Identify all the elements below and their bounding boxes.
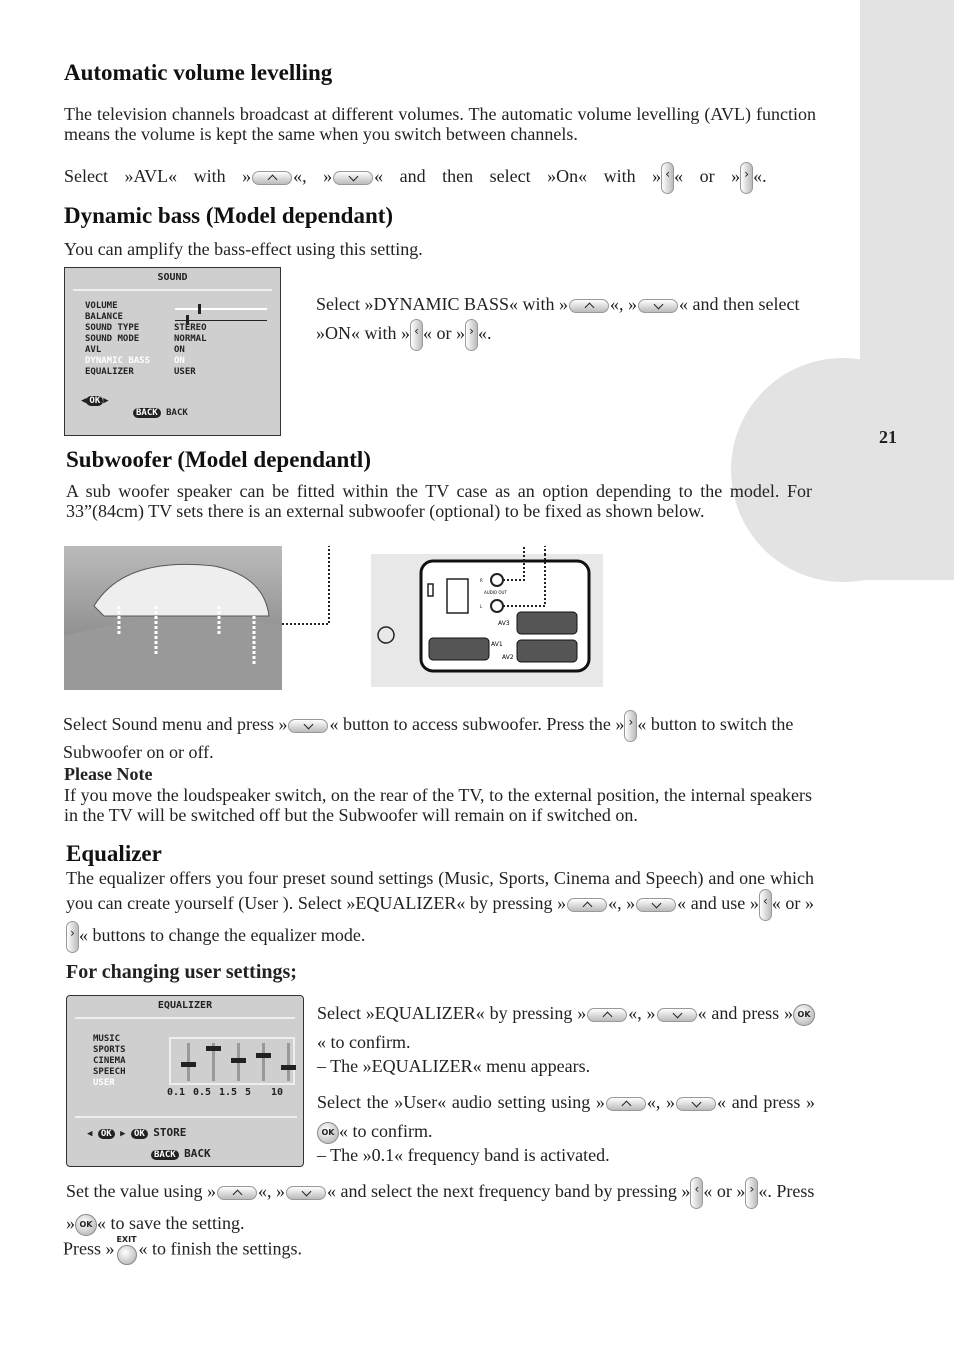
up-button-icon [567,898,607,912]
page-tab-circle [731,358,954,582]
eq-band-track [287,1043,290,1081]
note-heading: Please Note [64,764,153,784]
subwoofer-heading: Subwoofer (Model dependantl) [66,447,371,472]
avl-para: The television channels broadcast at different volumes. The automatic volume levelling (AVL) function means the volume is kept the same when you switch between channels. [64,104,816,144]
equalizer-step-2: Select the »User« audio setting using » «, » « and press »OK « to confirm. – The »0.1« frequency band is activated. [317,1092,815,1165]
equalizer-para: The equalizer offers you four preset sound settings (Music, Sports, Cinema and Speech) and one which you can create yourself (User ). Select »EQUALIZER« by pressing » «, » « and use » ‹ « or »› « buttons to change the equalizer mode. [66,868,814,953]
ok-key-icon: OK [131,1129,148,1139]
down-button-icon [286,1186,326,1200]
menu-value: ON [174,345,185,355]
eq-band-label: 1.5 [219,1087,238,1098]
dynamic-bass-heading: Dynamic bass (Model dependant) [64,203,394,228]
avl-heading: Automatic volume levelling [64,60,333,85]
up-button-icon [217,1186,257,1200]
menu-item-selected: USER [93,1078,115,1088]
menu-value: ON [174,356,185,366]
menu-title: SOUND [157,272,188,283]
back-key-icon: BACK [151,1150,179,1160]
subwoofer-illustration [64,546,604,690]
back-label: BACK [166,408,188,418]
equalizer-step-4: Press » EXIT « to finish the settings. [63,1235,302,1266]
balance-slider [175,320,267,321]
r-label: R [480,578,483,583]
ok-button-icon: OK [793,1004,815,1026]
store-label: STORE [153,1126,187,1139]
menu-value: USER [174,367,196,377]
menu-item: SPEECH [93,1067,126,1077]
eq-band-slider [206,1046,221,1051]
menu-title: EQUALIZER [157,1000,213,1011]
av1-label: AV1 [491,641,503,648]
exit-button-icon: EXIT [116,1235,137,1244]
menu-item: CINEMA [93,1056,126,1066]
volume-slider [175,308,267,310]
right-button-icon: › [66,921,79,953]
down-button-icon [636,898,676,912]
page-number: 21 [879,427,897,447]
menu-item: BALANCE [85,312,123,322]
av2-label: AV2 [502,654,514,661]
left-button-icon: ‹ [661,162,674,194]
menu-item: MUSIC [93,1034,121,1044]
dynamic-bass-intro: You can amplify the bass-effect using this setting. [64,239,423,259]
right-button-icon: › [465,319,478,351]
left-button-icon: ‹ [410,319,423,351]
left-button-icon: ‹ [759,889,772,921]
ok-button-icon: OK [75,1214,97,1236]
up-button-icon [569,299,609,313]
up-button-icon [252,171,292,185]
dynamic-bass-instruction: Select »DYNAMIC BASS« with » «, » « and then select »ON« with » ‹ « or » › «. [316,290,813,351]
eq-band-slider [256,1053,271,1058]
avl-instruction: Select »AVL« with » «, » « and then select »On« with » ‹ « or » › «. [64,162,816,194]
exit-button [115,1235,139,1266]
eq-band-label: 5 [245,1087,252,1098]
down-button-icon [638,299,678,313]
ok-key-icon: OK [86,396,103,406]
equalizer-step-3: Set the value using » «, » « and select the next frequency band by pressing » ‹ « or » › «. Press » OK « to save the setting. [66,1177,818,1238]
down-button-icon [333,171,373,185]
audio-out-label: AUDIO OUT [484,590,507,595]
right-button-icon: › [745,1177,758,1209]
up-button-icon [606,1097,646,1111]
back-label: BACK [184,1147,211,1160]
down-button-icon [676,1097,716,1111]
eq-band-label: 0.1 [167,1087,186,1098]
eq-band-slider [231,1058,246,1063]
down-button-icon [288,719,328,733]
equalizer-bands [169,1037,295,1085]
menu-item: SOUND MODE [85,334,140,344]
back-key-icon: BACK [133,408,161,418]
user-settings-heading: For changing user settings; [66,961,297,983]
up-button-icon [587,1008,627,1022]
right-button-icon: › [740,162,753,194]
menu-value: STEREO [174,323,207,333]
equalizer-step-1: Select »EQUALIZER« by pressing » «, » « and press » OK« to confirm. – The »EQUALIZER« menu appears. [317,999,815,1075]
eq-band-track [262,1043,265,1081]
subwoofer-instruction: Select Sound menu and press » « button to access subwoofer. Press the » › « button to switch the Subwoofer on or off. [63,710,813,762]
right-button-icon: › [624,710,637,742]
left-button-icon: ‹ [690,1177,703,1209]
note-text: If you move the loudspeaker switch, on the rear of the TV, to the external position, the internal speakers in the TV will be switched off but the Subwoofer will remain on if switched on. [64,785,812,825]
menu-item: VOLUME [85,301,118,311]
menu-item: SOUND TYPE [85,323,140,333]
l-label: L [480,604,483,609]
equalizer-menu-image: EQUALIZER MUSIC SPORTS CINEMA SPEECH USER 0.1 0.5 1.5 5 10 ◀ OK ▶ OK STORE BACK BACK [66,995,304,1167]
eq-band-label: 0.5 [193,1087,212,1098]
menu-value: NORMAL [174,334,207,344]
menu-item: SPORTS [93,1045,126,1055]
equalizer-heading: Equalizer [66,841,162,866]
av3-label: AV3 [498,620,510,627]
menu-item: AVL [85,345,102,355]
ok-key-icon: OK [98,1129,115,1139]
ok-button-icon: OK [317,1122,339,1144]
down-button-icon [657,1008,697,1022]
eq-band-slider [281,1065,296,1070]
subwoofer-para: A sub woofer speaker can be fitted within the TV case as an option depending to the model. For 33”(84cm) TV sets there is an external subwoofer (optional) to be fixed as shown below. [66,481,812,521]
exit-button-circle [117,1245,137,1265]
eq-band-label: 10 [271,1087,284,1098]
eq-band-slider [181,1062,196,1067]
menu-item-selected: DYNAMIC BASS [85,356,151,366]
menu-item: EQUALIZER [85,367,134,377]
sound-menu-image: SOUND VOLUME BALANCE SOUND TYPE SOUND MODE AVL DYNAMIC BASS EQUALIZER STEREO NORMAL ON ON USER ◀ OK ▶ BACK BACK [64,267,281,436]
